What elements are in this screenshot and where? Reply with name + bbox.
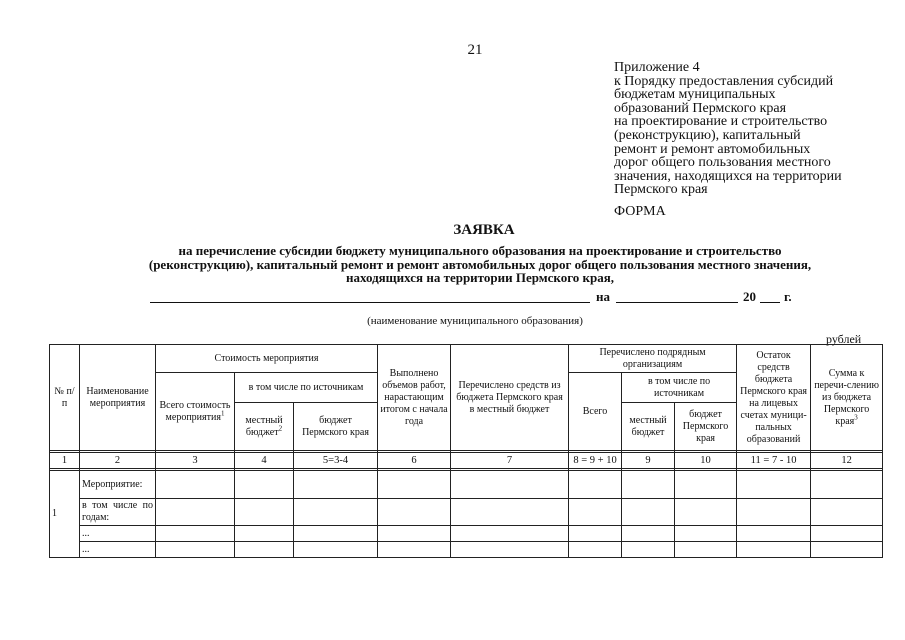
cell-input[interactable] <box>811 471 883 499</box>
subtitle-line: находящихся на территории Пермского края, <box>345 270 615 285</box>
header-perm-budget: бюджет Пермского края <box>294 403 378 451</box>
appendix-line: ремонт и ремонт автомобильных <box>614 141 811 157</box>
date-field[interactable] <box>616 289 738 303</box>
column-number: 10 <box>675 453 737 469</box>
appendix-line: бюджетам муниципальных <box>614 87 776 103</box>
column-number: 4 <box>235 453 294 469</box>
cell-input[interactable] <box>622 526 675 542</box>
cell-input[interactable] <box>811 499 883 526</box>
cell-input[interactable] <box>811 526 883 542</box>
cell-input[interactable] <box>294 542 378 558</box>
header-num: № п/п <box>50 345 80 451</box>
document-title: ЗАЯВКА <box>453 222 515 238</box>
cell-input[interactable] <box>156 499 235 526</box>
appendix-line: на проектирование и строительство <box>614 114 828 130</box>
ellipsis-row-label: ... <box>80 526 156 542</box>
header-paid-group: Перечислено подрядным организациям <box>569 345 737 373</box>
header-local-budget <box>235 403 294 451</box>
unit-label: рублей <box>826 332 862 346</box>
cell-input[interactable] <box>451 499 569 526</box>
cell-input[interactable] <box>235 471 294 499</box>
ellipsis-row-label: ... <box>80 542 156 558</box>
cell-input[interactable] <box>235 542 294 558</box>
subtitle-line: на перечисление субсидии бюджету муниципального образования на проектирование и строительство <box>178 243 782 258</box>
cell-input[interactable] <box>451 542 569 558</box>
appendix-line: к Порядку предоставления субсидий <box>614 73 834 89</box>
table-row <box>50 499 883 526</box>
column-number: 3 <box>156 453 235 469</box>
year-suffix: г. <box>784 289 792 304</box>
cell-input[interactable] <box>378 542 451 558</box>
municipality-date-line <box>150 289 790 305</box>
header-transferred-from-perm: Перечислено средств из бюджета Пермского края в местный бюджет <box>451 345 569 451</box>
cell-input[interactable] <box>451 471 569 499</box>
cell-input[interactable] <box>378 499 451 526</box>
cell-input[interactable] <box>378 526 451 542</box>
cell-input[interactable] <box>294 499 378 526</box>
cell-input[interactable] <box>622 471 675 499</box>
header-local-budget-text: местный бюджет <box>245 414 283 438</box>
form-label: ФОРМА <box>614 204 666 219</box>
cell-input[interactable] <box>737 499 811 526</box>
header-refund-text: Сумма к перечи-слению из бюджета Пермского края <box>814 367 879 427</box>
cell-input[interactable] <box>569 526 622 542</box>
cell-input[interactable] <box>622 499 675 526</box>
page-number: 21 <box>467 42 483 58</box>
row-number: 1 <box>50 471 80 558</box>
year-prefix: 20 <box>743 289 756 304</box>
cell-input[interactable] <box>156 526 235 542</box>
header-balance: Остаток средств бюджета Пермского края на лицевых счетах муници-пальных образований <box>737 345 811 451</box>
cell-input[interactable] <box>235 526 294 542</box>
column-number-row <box>50 453 883 469</box>
cell-input[interactable] <box>451 526 569 542</box>
cell-input[interactable] <box>569 542 622 558</box>
footnote-3: 3 <box>854 413 858 422</box>
header-paid-local: местный бюджет <box>622 403 675 451</box>
appendix-line: (реконструкцию), капитальный <box>614 127 801 143</box>
cell-input[interactable] <box>294 471 378 499</box>
municipality-caption: (наименование муниципального образования) <box>367 315 583 327</box>
cell-input[interactable] <box>378 471 451 499</box>
cell-input[interactable] <box>156 542 235 558</box>
column-number: 5=3-4 <box>294 453 378 469</box>
column-number: 1 <box>50 453 80 469</box>
table-row <box>50 526 883 542</box>
cell-input[interactable] <box>675 471 737 499</box>
column-number: 7 <box>451 453 569 469</box>
subtitle-line: (реконструкцию), капитальный ремонт и ремонт автомобильных дорог общего пользования местного значения, <box>148 256 812 272</box>
footnote-2: 2 <box>278 424 283 433</box>
header-total-cost <box>156 373 235 451</box>
appendix-line: дорог общего пользования местного <box>614 155 831 171</box>
cell-input[interactable] <box>569 471 622 499</box>
appendix-line: Пермского края <box>614 182 708 198</box>
cell-input[interactable] <box>675 499 737 526</box>
column-number: 9 <box>622 453 675 469</box>
cell-input[interactable] <box>675 526 737 542</box>
appendix-line: значения, находящихся на территории <box>614 168 842 184</box>
column-number: 2 <box>80 453 156 469</box>
header-total-cost-text: Всего стоимость мероприятия <box>159 399 231 423</box>
municipality-name-field[interactable] <box>150 289 590 303</box>
header-refund <box>811 345 883 451</box>
by-years-label: в том числе по годам: <box>80 499 156 526</box>
appendix-block <box>614 61 884 197</box>
header-cost-group: Стоимость мероприятия <box>156 345 378 373</box>
cell-input[interactable] <box>737 471 811 499</box>
cell-input[interactable] <box>569 499 622 526</box>
cell-input[interactable] <box>622 542 675 558</box>
cell-input[interactable] <box>737 542 811 558</box>
document-subtitle <box>30 244 905 285</box>
column-number: 6 <box>378 453 451 469</box>
cell-input[interactable] <box>811 542 883 558</box>
table-row <box>50 471 883 499</box>
footnote-1: 1 <box>220 409 225 418</box>
appendix-line: образований Пермского края <box>614 100 787 116</box>
year-field[interactable] <box>760 289 780 303</box>
cell-input[interactable] <box>675 542 737 558</box>
date-on-label: на <box>596 289 610 304</box>
column-number: 12 <box>811 453 883 469</box>
subsidy-table <box>49 344 883 558</box>
header-sources-group: в том числе по источникам <box>235 373 378 403</box>
header-name: Наименование мероприятия <box>80 345 156 451</box>
event-label: Мероприятие: <box>80 471 156 499</box>
cell-input[interactable] <box>156 471 235 499</box>
header-paid-perm: бюджет Пермского края <box>675 403 737 451</box>
cell-input[interactable] <box>235 499 294 526</box>
header-completed: Выполнено объемов работ, нарастающим итогом с начала года <box>378 345 451 451</box>
table-row <box>50 542 883 558</box>
cell-input[interactable] <box>294 526 378 542</box>
column-number: 11 = 7 - 10 <box>737 453 811 469</box>
header-paid-sources-group: в том числе по источникам <box>622 373 737 403</box>
column-number: 8 = 9 + 10 <box>569 453 622 469</box>
cell-input[interactable] <box>737 526 811 542</box>
header-paid-total: Всего <box>569 373 622 451</box>
appendix-line: Приложение 4 <box>614 60 700 75</box>
